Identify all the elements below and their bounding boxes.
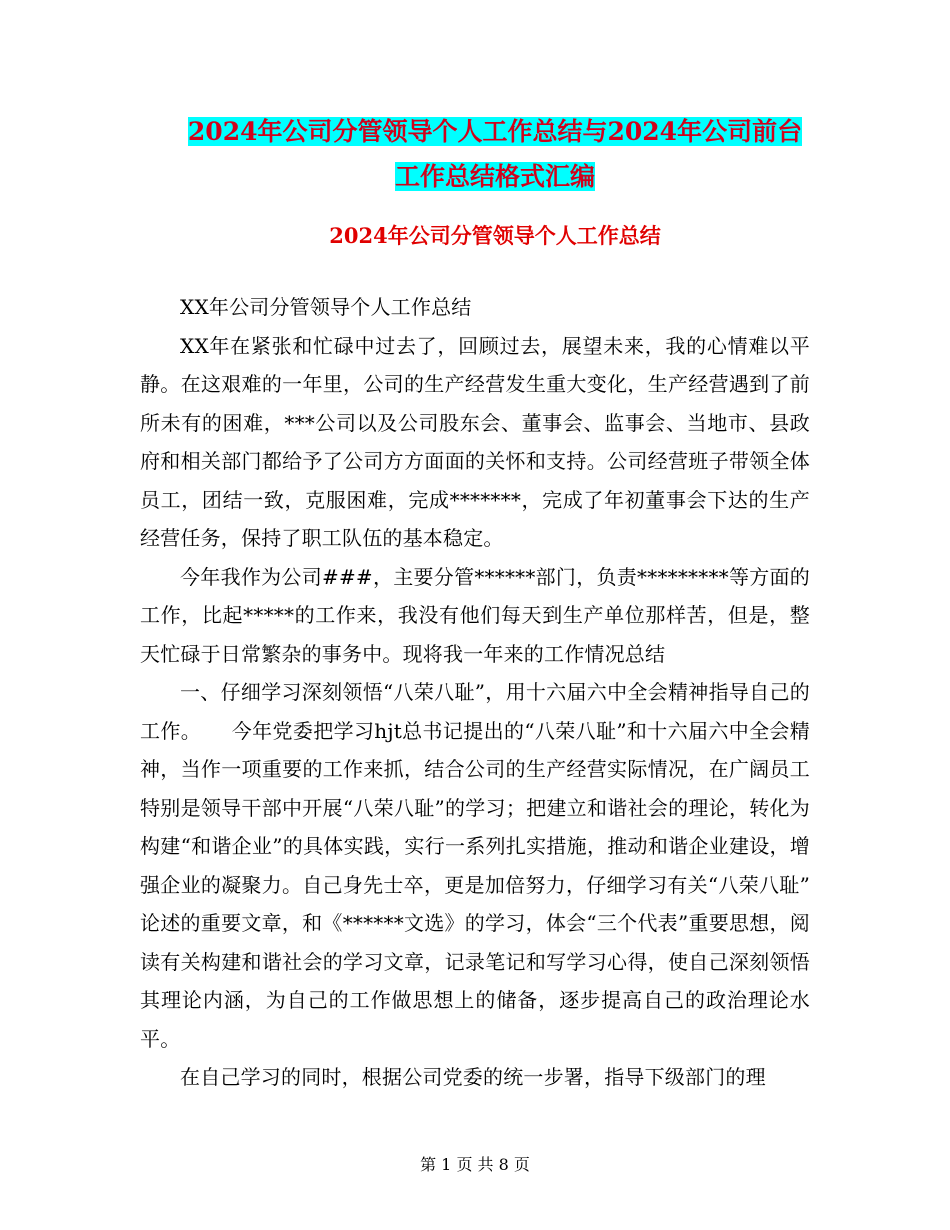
paragraph: 今年我作为公司###，主要分管******部门，负责*********等方面的工作，比起*****的工作来，我没有他们每天到生产单位那样苦，但是，整天忙碌于日常繁杂的事务中。现将我一年来的工作情况总结 (140, 564, 810, 666)
main-title-line1-text: 2024年公司分管领导个人工作总结与2024年公司前台 (187, 117, 803, 146)
page-footer: 第 1 页 共 8 页 (420, 1155, 530, 1174)
section-title: 2024年公司分管领导个人工作总结 (329, 223, 661, 248)
main-title-line2 (140, 157, 850, 197)
paragraph-subtitle: XX年公司分管领导个人工作总结 (180, 295, 472, 319)
paragraph: 在自己学习的同时，根据公司党委的统一步署，指导下级部门的理 (180, 1065, 766, 1089)
document-body (140, 288, 810, 1097)
paragraph: 一、仔细学习深刻领悟“八荣八耻”，用十六届六中全会精神指导自己的工作。 今年党委把学习hjt总书记提出的“八荣八耻”和十六届六中全会精神，当作一项重要的工作来抓，结合公司的生产经营实际情况，在广阔员工特别是领导干部中开展“八荣八耻”的学习；把建立和谐社会的理论，转化为构建“和谐企业”的具体实践，实行一系列扎实措施，推动和谐企业建设，增强企业的凝聚力。自己身先士卒，更是加倍努力，仔细学习有关“八荣八耻” 论述的重要文章，和《******文选》的学习，体会“三个代表”重要思想，阅读有关构建和谐社会的学习文章，记录笔记和写学习心得，使自己深刻领悟其理论内涵，为自己的工作做思想上的储备，逐步提高自己的政治理论水平。 (140, 680, 810, 1051)
main-title-line1 (140, 112, 850, 152)
paragraph: XX年在紧张和忙碌中过去了，回顾过去，展望未来，我的心情难以平静。在这艰难的一年里，公司的生产经营发生重大变化，生产经营遇到了前所未有的困难，***公司以及公司股东会、董事会、监事会、当地市、县政府和相关部门都给予了公司方方面面的关怀和支持。公司经营班子带领全体员工，团结一致，克服困难，完成*******，完成了年初董事会下达的生产经营任务，保持了职工队伍的基本稳定。 (140, 333, 810, 550)
main-title-line2-text: 工作总结格式汇编 (394, 162, 595, 191)
